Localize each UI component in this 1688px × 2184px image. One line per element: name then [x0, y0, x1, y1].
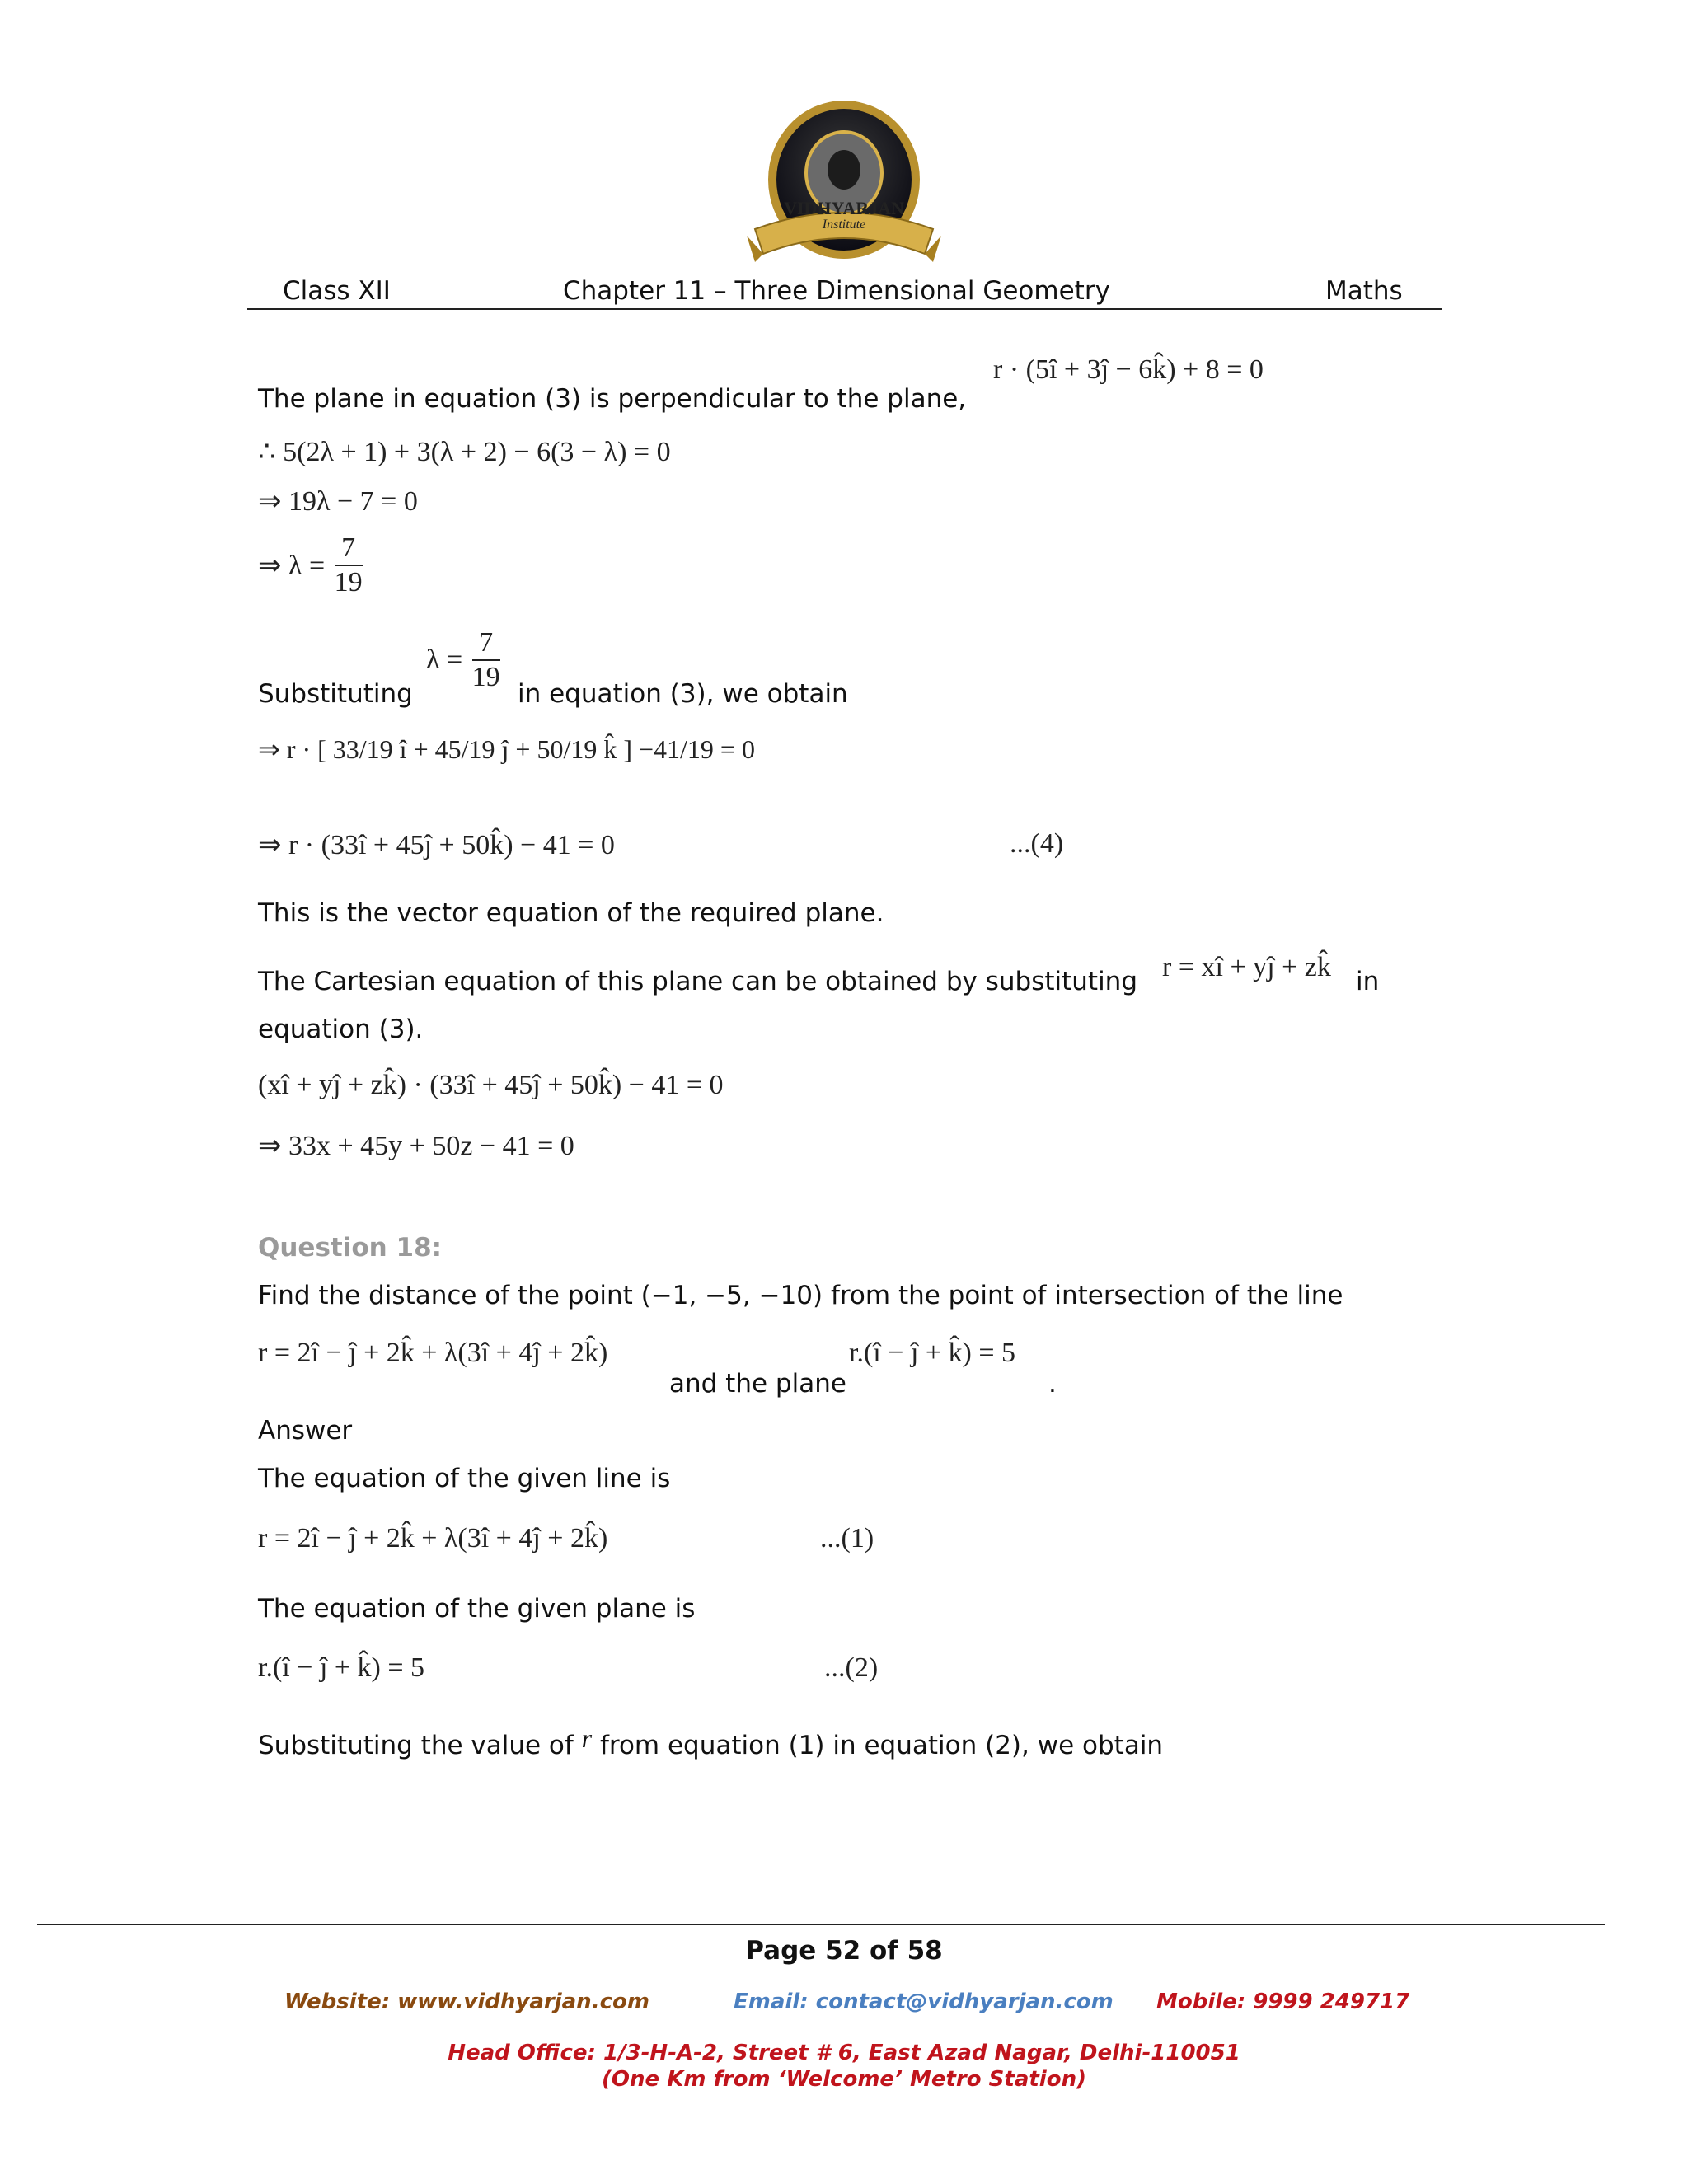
fraction-lambda: [335, 532, 363, 599]
logo-subname: Institute: [822, 218, 866, 232]
equation-3-lhs: ⇒ λ =: [258, 551, 326, 581]
substituting-label: Substituting: [258, 679, 413, 709]
logo-emblem: [738, 97, 950, 274]
equation-1: ∴ 5(2λ + 1) + 3(λ + 2) − 6(3 − λ) = 0: [258, 437, 671, 467]
lambda-fraction: [472, 626, 500, 694]
equation-5-tag: ...(4): [1010, 828, 1064, 859]
equation-substitution: r = xî + yĵ + zk̂: [1162, 952, 1331, 982]
substitute-r: r: [581, 1723, 593, 1753]
substituting-rest: in equation (3), we obtain: [518, 679, 848, 709]
paragraph-cartesian-cont: equation (3).: [258, 1015, 424, 1044]
equation-7: ⇒ 33x + 45y + 50z − 41 = 0: [258, 1131, 574, 1161]
fraction-numerator: 7: [335, 532, 363, 566]
answer-plane-equation: r.(î − ĵ + k̂) = 5: [258, 1652, 425, 1683]
question-period: .: [1048, 1369, 1057, 1399]
footer-website: Website: www.vidhyarjan.com: [284, 1990, 649, 2014]
header-class: Class XII: [283, 276, 391, 306]
fraction-denominator: 19: [334, 567, 363, 598]
institute-logo: [738, 97, 950, 274]
header-subject: Maths: [1325, 276, 1403, 306]
equation-plane-text: r · (5î + 3ĵ − 6k̂) + 8 = 0: [993, 354, 1264, 385]
footer-metro: (One Km from ‘Welcome’ Metro Station): [602, 2067, 1086, 2092]
header-chapter: Chapter 11 – Three Dimensional Geometry: [563, 276, 1110, 306]
answer-plane-tag: ...(2): [824, 1652, 879, 1683]
footer-email: Email: contact@vidhyarjan.com: [734, 1990, 1114, 2014]
page-number: Page 52 of 58: [745, 1936, 943, 1966]
substitute-line: [258, 1723, 1164, 1762]
lambda-numerator: 7: [472, 626, 500, 661]
paragraph-perpendicular: The plane in equation (3) is perpendicular to the plane,: [258, 384, 967, 414]
equation-4-text: ⇒ r · [ 33/19 î + 45/19 ĵ + 50/19 k̂ ] −41/19 = 0: [258, 734, 755, 764]
substitute-line-b: from equation (1) in equation (2), we obtain: [599, 1731, 1164, 1760]
logo-name: VIDHYARJAN: [784, 198, 904, 218]
paragraph-vector-equation: This is the vector equation of the required plane.: [258, 898, 884, 928]
question-title: Question 18:: [258, 1233, 443, 1263]
footer-divider: [37, 1924, 1605, 1925]
footer-office: Head Office: 1/3-H-A-2, Street # 6, East Azad Nagar, Delhi-110051: [448, 2041, 1240, 2065]
question-plane-equation: r.(î − ĵ + k̂) = 5: [849, 1338, 1016, 1368]
equation-plane: [993, 354, 1264, 386]
equation-3: [258, 532, 365, 599]
lambda-lhs: λ =: [426, 644, 463, 675]
equation-4: [258, 733, 755, 765]
plane-intro: The equation of the given plane is: [258, 1594, 696, 1624]
substitute-line-a: Substituting the value of: [258, 1731, 574, 1760]
paragraph-cartesian-in: in: [1356, 967, 1380, 996]
equation-5: ⇒ r · (33î + 45ĵ + 50k̂) − 41 = 0: [258, 830, 615, 860]
equation-2: ⇒ 19λ − 7 = 0: [258, 486, 418, 517]
question-and-plane: and the plane: [669, 1369, 846, 1399]
equation-6: (xî + yĵ + zk̂) · (33î + 45ĵ + 50k̂) − 41 = 0: [258, 1070, 724, 1100]
line-intro: The equation of the given line is: [258, 1464, 671, 1493]
question-text: Find the distance of the point (−1, −5, −10) from the point of intersection of the line: [258, 1281, 1343, 1310]
header-divider: [247, 308, 1442, 310]
answer-label: Answer: [258, 1416, 353, 1446]
lambda-denominator: 19: [471, 662, 500, 692]
answer-line-tag: ...(1): [820, 1523, 874, 1554]
paragraph-cartesian: The Cartesian equation of this plane can be obtained by substituting: [258, 967, 1138, 996]
answer-line-equation: r = 2î − ĵ + 2k̂ + λ(3î + 4ĵ + 2k̂): [258, 1523, 608, 1554]
footer-mobile: Mobile: 9999 249717: [1156, 1990, 1410, 2014]
question-line-equation: r = 2î − ĵ + 2k̂ + λ(3î + 4ĵ + 2k̂): [258, 1338, 608, 1368]
lambda-inline: [426, 626, 503, 694]
